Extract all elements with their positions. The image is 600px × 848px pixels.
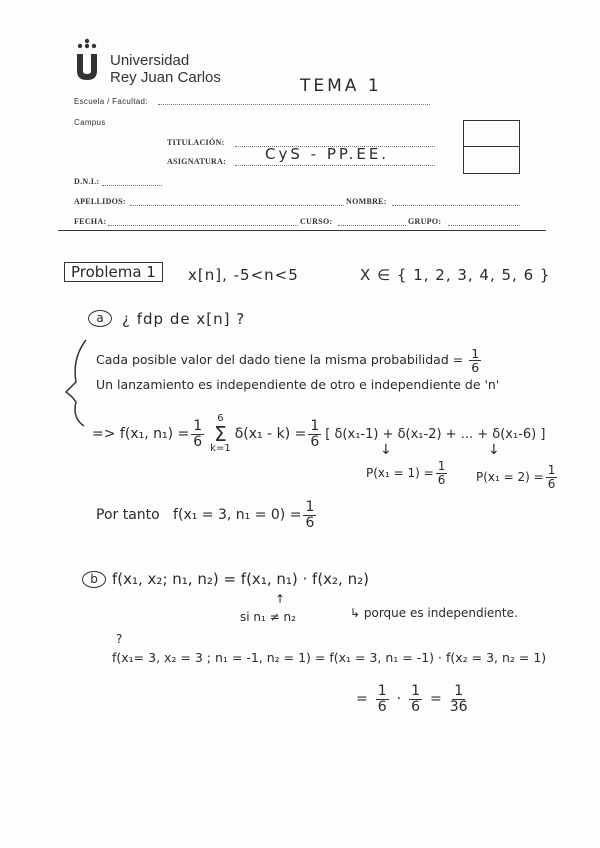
prob-x1-eq-1-value — [436, 460, 448, 486]
problem-label: Problema 1 — [64, 262, 163, 282]
factor-2 — [409, 684, 422, 714]
prob-x1-eq-2 — [476, 464, 559, 490]
summation-upper: 6 — [217, 413, 224, 424]
fecha-label: FECHA: — [74, 217, 107, 226]
nombre-label: NOMBRE: — [346, 197, 387, 206]
result-equals-1: = — [356, 691, 368, 708]
arrow-down-1-icon: ↓ — [380, 442, 392, 458]
curso-label: CURSO: — [300, 217, 333, 226]
pdf-coefficient — [191, 419, 204, 449]
pdf-lhs: => f(x₁, n₁) = — [92, 426, 190, 442]
asignatura-label: ASIGNATURA: — [167, 157, 227, 166]
grouping-brace-icon — [64, 338, 88, 428]
joint-evaluation: f(x₁= 3, x₂ = 3 ; n₁ = -1, n₂ = 1) = f(x₁ = 3, n₁ = -1) · f(x₂ = 3, n₂ = 1) — [112, 650, 547, 665]
university-name — [110, 52, 221, 86]
grupo-label: GRUPO: — [408, 217, 442, 226]
university-logo-icon — [74, 38, 100, 82]
factor-1-numerator: 1 — [377, 683, 387, 699]
campus-label: Campus — [74, 118, 106, 127]
conclusion-value — [303, 500, 316, 530]
nombre-field[interactable] — [392, 205, 520, 206]
arrow-up-icon: ↑ — [275, 592, 286, 606]
factor-2-denominator: 6 — [411, 698, 421, 715]
note-equal-probability-text: Cada posible valor del dado tiene la misma probabilidad = — [96, 352, 464, 368]
part-a-marker: a — [88, 310, 112, 327]
escuela-label: Escuela / Facultad: — [74, 97, 148, 106]
independence-reason: ↳ porque es independiente. — [350, 606, 518, 620]
product-dot: · — [396, 691, 402, 708]
conclusion-denominator: 6 — [305, 514, 315, 531]
fecha-field[interactable] — [108, 225, 298, 226]
result-numerator: 1 — [454, 683, 464, 699]
prob-x1-eq-2-value — [546, 464, 558, 490]
prob-x1-eq-1-lhs: P(x₁ = 1) = — [366, 466, 434, 481]
header-divider — [58, 230, 546, 231]
factor-1 — [376, 684, 389, 714]
problem-set: X ∈ { 1, 2, 3, 4, 5, 6 } — [360, 266, 551, 284]
conclusion-numerator: 1 — [305, 499, 315, 515]
tema-heading: TEMA 1 — [300, 76, 382, 96]
note-equal-probability — [96, 347, 483, 374]
pdf-equation — [92, 414, 545, 454]
result-equals-2: = — [430, 691, 442, 708]
pdf-coefficient-2 — [308, 419, 321, 449]
prob-x1-eq-2-lhs: P(x₁ = 2) = — [476, 470, 544, 485]
summation-lower: k=1 — [210, 443, 231, 454]
note-fraction — [469, 347, 481, 374]
factor-2-numerator: 1 — [411, 683, 421, 699]
pdf-delta: δ(x₁ - k) = — [234, 426, 307, 442]
asignatura-field[interactable] — [235, 165, 435, 166]
university-line-2: Rey Juan Carlos — [110, 69, 221, 86]
pdf-coefficient-2-denominator: 6 — [310, 433, 320, 450]
curso-field[interactable] — [338, 225, 406, 226]
prob-x1-eq-1-numerator: 1 — [437, 459, 446, 473]
arrow-down-2-icon: ↓ — [488, 442, 500, 458]
asignatura-value: CyS - PP.EE. — [265, 145, 390, 163]
result-denominator: 36 — [449, 698, 468, 715]
problem-signal: x[n], -5<n<5 — [188, 266, 299, 284]
part-b-marker: b — [82, 571, 106, 588]
independence-condition: si n₁ ≠ n₂ — [240, 610, 296, 624]
prob-x1-eq-2-numerator: 1 — [547, 463, 556, 477]
grupo-field[interactable] — [448, 225, 520, 226]
summation-symbol: Σ — [214, 422, 227, 446]
titulacion-label: TITULACIÓN: — [167, 138, 225, 147]
part-a-question: ¿ fdp de x[n] ? — [122, 310, 246, 328]
prob-x1-eq-1 — [366, 460, 449, 486]
grade-boxes[interactable] — [463, 120, 520, 174]
pdf-delta-sum: [ δ(x₁-1) + δ(x₁-2) + ... + δ(x₁-6) ] — [325, 426, 546, 442]
dni-field[interactable] — [102, 185, 162, 186]
apellidos-label: APELLIDOS: — [74, 197, 126, 206]
dni-label: D.N.I.: — [74, 177, 100, 186]
escuela-field[interactable] — [158, 104, 430, 105]
apellidos-field[interactable] — [130, 205, 344, 206]
note-independence: Un lanzamiento es independiente de otro e independiente de 'n' — [96, 377, 500, 392]
summation — [210, 414, 231, 454]
pdf-coefficient-numerator: 1 — [193, 417, 203, 434]
pdf-coefficient-2-numerator: 1 — [310, 417, 320, 434]
university-line-1: Universidad — [110, 52, 190, 69]
question-mark: ? — [116, 632, 123, 646]
pdf-coefficient-denominator: 6 — [193, 433, 203, 450]
result-value — [450, 684, 468, 714]
note-fraction-numerator: 1 — [471, 346, 480, 361]
prob-x1-eq-1-denominator: 6 — [437, 472, 446, 487]
conclusion-lhs: Por tanto f(x₁ = 3, n₁ = 0) = — [96, 507, 302, 524]
part-a-conclusion — [96, 500, 318, 530]
joint-pdf-equation: f(x₁, x₂; n₁, n₂) = f(x₁, n₁) · f(x₂, n₂) — [112, 570, 369, 588]
prob-x1-eq-2-denominator: 6 — [547, 476, 556, 491]
note-fraction-denominator: 6 — [471, 360, 480, 376]
joint-result — [356, 684, 476, 714]
factor-1-denominator: 6 — [377, 698, 387, 715]
